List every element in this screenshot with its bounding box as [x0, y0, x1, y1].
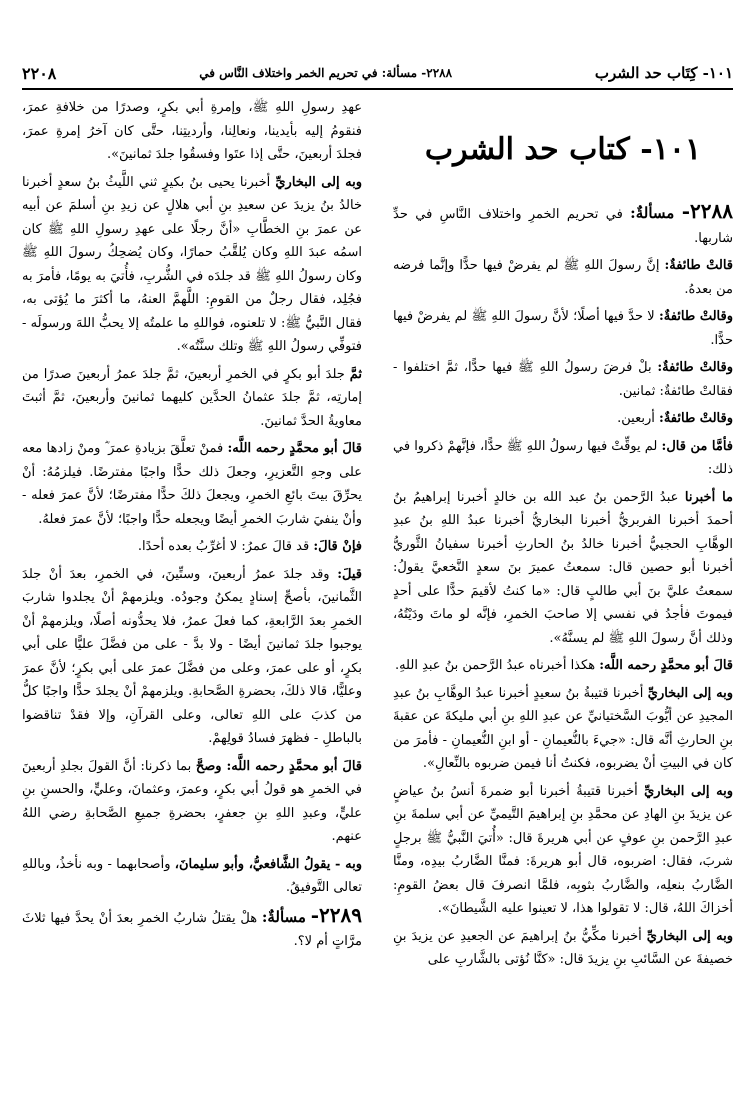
- masala-text: هلْ يقتلُ شاربُ الخمرِ بعدَ أنْ يحدَّ فيها ثلاثَ مرَّاتٍ أم لا؟.: [22, 910, 362, 949]
- body-text: أخبرنا يحيى بنُ بكيرٍ ثني اللَّيثُ بنُ سعدٍ أخبرنا خالدُ بنُ يزيدَ عن سعيدِ بنِ أبي هلالٍ عن زيدِ بنِ أسلمَ عن أبيه عن عمرَ بنِ الخطَّابِ «أنَّ رجلًا على عهدِ رسولِ اللهِ ﷺ كان اسمُه عبدَ اللهِ وكان يُلقَّبُ حمارًا، وكان يُضحِكُ رسولَ اللهِ ﷺ وكان رسولُ اللهِ ﷺ قد جلدَه في الشُّربِ، فأُتيَ به يومًا، فأمرَ به فجُلِد، فقال رجلٌ من القومِ: اللَّهمَّ العنهُ، ما أكثرَ ما يُؤتى به، فقال النَّبيُّ ﷺ: لا تلعنوه، فواللهِ ما علمتُه إلا يحبُّ اللهَ ورسولَه - فتوفِّي رسولُ اللهِ ﷺ وتلك سنَّتُه».: [22, 174, 362, 354]
- body-text: لم يوقِّتْ فيها رسولُ اللهِ ﷺ حدًّا، فإنَّهمْ ذكروا في ذلك:: [393, 438, 733, 477]
- lead-text: وبه إلى البخاريِّ: [275, 174, 362, 190]
- paragraph: [393, 780, 733, 921]
- paragraph: [393, 654, 733, 678]
- paragraph: [393, 407, 733, 431]
- paragraph: [393, 682, 733, 776]
- paragraph: [22, 437, 362, 531]
- chapter-title: ١٠١- كتاب حد الشرب: [424, 132, 702, 167]
- paragraph: [393, 486, 733, 651]
- body-text: عهدِ رسولِ اللهِ ﷺ، وإمرةِ أبي بكرٍ، وصدرًا من خلافةِ عمرَ، فنقومُ إليه بأيدينا، ونعالِنا، وأرديتِنا، حتَّى كان آخرُ إمرةِ عمرَ، فجلدَ أربعينَ، حتَّى إذا عتَوا وفسقُوا جلدَ ثمانينَ».: [22, 100, 362, 162]
- paragraph: [22, 96, 362, 167]
- masala-text: في تحريم الخمرِ واختلاف النَّاسِ في حدِّ شاربها.: [393, 207, 733, 246]
- paragraph: [22, 755, 362, 849]
- body-text: هكذا أخبرناه عبدُ الرَّحمن بنُ عبدِ اللهِ.: [394, 658, 596, 673]
- lead-text: وقالتْ طائفةٌ:: [658, 309, 733, 324]
- masala-number: ٢٢٨٨-: [681, 199, 733, 223]
- lead-text: ثمَّ: [349, 366, 362, 382]
- page-number: ٢٢٠٨: [22, 63, 57, 83]
- body-text: وقد جلدَ عمرُ أربعينَ، وستِّينَ، في الخمرِ، بعدَ أنْ جلدَ الثَّمانينَ، بأصحِّ إسنادٍ يمكنُ وجودُه. ويلزمهمْ أنْ يجلدوا شاربَ الخمرِ بعدَ الرَّابعةِ، كما فعلَ عمرُ، فلا يحدُّونه أصلًا، ويلزمهمْ أنْ يوجبوا جلدَ ثمانينَ أيضًا - ولا بدَّ - على من فضَّلَ عليًّا على أبي بكرٍ، أو على عمرَ، وعلى من فضَّلَ عمرَ على أبي بكرٍ؛ لأنَّ عمرَ وعليًّا، قالا ذلكَ، بحضرةِ الصَّحابةِ. ويلزمهمْ أنْ يجلدَ حدًّا واجبًا كلُّ من كذبَ على اللهِ تعالى، وعلى القرآنِ، وإلا فقدْ تناقضوا بالباطلِ - فظهرَ فسادُ قولِهمْ.: [22, 566, 362, 746]
- masala-label: مسألةٌ:: [261, 907, 306, 926]
- paragraph: [22, 535, 362, 559]
- body-text: قد قالَ عمرُ: لا أغرِّبُ بعده أحدًا.: [137, 539, 310, 554]
- paragraph: [22, 363, 362, 434]
- body-text: فمنْ تعلَّقَ بزيادةِ عمرَ ؓ ومنْ زادها معه على وجهِ التَّعزيرِ، وجعلَ ذلك حدًّا واجبًا مفترضًا. فيلزمُهُ: أنْ يحرِّقَ بيتَ بائعِ الخمرِ، ويجعلَ ذلكَ حدًّا مفترضًا؛ لأنَّ عمرَ فعله - وأنْ ينفيَ شاربَ الخمرِ أيضًا ويجعله حدًّا واجبًا؛ لأنَّ عمرَ فعلهُ.: [22, 441, 362, 527]
- masala-2289: [22, 904, 362, 954]
- paragraph: [393, 435, 733, 482]
- paragraph: [22, 171, 362, 359]
- lead-text: قالَ أبو محمَّدٍ رحمه اللَّه:: [599, 658, 733, 673]
- lead-text: قالتْ طائفةٌ:: [664, 258, 733, 273]
- body-text: عبدُ الرَّحمن بنُ عبد الله بن خالدٍ أخبرنا إبراهيمُ بنُ أحمدَ أخبرنا الفربريُّ أخبرنا البخاريُّ أخبرنا عبدُ اللهِ بنُ عبدِ الوهَّابِ الحجبيُّ أخبرنا خالدُ بنُ الحارثِ أخبرنا سفيانُ الثَّوريُّ أخبرنا أبو حصين قال: سمعتُ عميرَ بنَ سعدٍ النَّخعيَّ يقولُ: سمعتُ عليَّ بنَ أبي طالبٍ قال: «ما كنتُ لأقيمَ حدًّا على أحدٍ فيموتَ فأجدُ في نفسي إلا صاحبَ الخمرِ، فإنَّه لو ماتَ ودَيْتُهُ، وذلك أنَّ رسولَ اللهِ ﷺ لم يسنَّهُ».: [393, 489, 733, 646]
- lead-text: وبه إلى البخاريِّ: [644, 783, 733, 799]
- lead-text: قالَ أبو محمَّدٍ رحمه اللَّه:: [227, 441, 362, 456]
- running-section-title: ٢٢٨٨- مسألة: في تحريم الخمر واختلاف النَّاس في: [199, 66, 453, 80]
- body-text: أخبرنا قتيبةُ أخبرنا أبو ضمرةَ أنسُ بنُ عياضٍ عن يزيدَ بنِ الهادِ عن محمَّدِ بنِ إبراهيمَ التَّيميِّ عن أبي سلمةَ بنِ عبدِ الرَّحمن بنِ عوفٍ عن أبي هريرةَ قال: «أُتيَ النَّبيُّ ﷺ برجلٍ شربَ، فقال: اضربوه، قال أبو هريرةَ: فمنَّا الضَّاربُ بيدِه، ومنَّا الضَّاربُ بنعلِه، والضَّاربُ بثوبِه، فلمَّا انصرفَ قال بعضُ القومِ: أخزاكَ اللهُ، قال: لا تقولوا هذا، لا تعينوا عليه الشَّيطانَ».: [393, 783, 733, 916]
- body-text: بلْ فرضَ رسولُ اللهِ ﷺ فيها حدًّا، ثمَّ اختلفوا - فقالتْ طائفةٌ: ثمانين.: [393, 360, 733, 399]
- lead-text: وبه - يقولُ الشَّافعيُّ، وأبو سليمانَ،: [174, 856, 362, 872]
- lead-text: قيلَ:: [337, 566, 362, 582]
- masala-2288: [393, 200, 733, 250]
- body-text: بما ذكرنا: أنَّ القولَ بجلدِ أربعينَ في الخمرِ هو قولُ أبي بكرٍ، وعمرَ، وعثمانَ، وعليٍّ، والحسنِ بنِ عليٍّ، وعبدِ اللهِ بنِ جعفرٍ، بحضرةِ جميعِ الصَّحابةِ رضي اللهُ عنهم.: [22, 758, 362, 844]
- right-column: [393, 96, 733, 1098]
- left-column: [22, 96, 362, 1098]
- lead-text: وبه إلى البخاريِّ: [646, 928, 733, 944]
- body-text: أخبرنا مكِّيُّ بنُ إبراهيمَ عن الجعيدِ عن يزيدَ بنِ خصيفةَ عن السَّائبِ بنِ يزيدَ قال: «كنَّا نُؤتى بالشَّاربِ على: [393, 928, 733, 967]
- lead-text: وقالتْ طائفةٌ:: [657, 360, 733, 375]
- masala-number: ٢٢٨٩-: [310, 902, 362, 927]
- paragraph: [22, 563, 362, 751]
- body-text: جلدَ أبو بكرٍ في الخمرِ أربعينَ، ثمَّ جلدَ عمرُ أربعينَ صدرًا من إمارتِه، ثمَّ جلدَ عثمانُ الحدَّين كليهما ثمانينَ وأربعينَ، ثمَّ أثبتَ معاويةُ الحدَّ ثمانينَ.: [22, 366, 362, 429]
- lead-text: ما أخبرنا: [684, 489, 733, 505]
- paragraph: [393, 254, 733, 301]
- paragraph: [393, 305, 733, 352]
- paragraph: [393, 925, 733, 972]
- body-text: إنَّ رسولَ اللهِ ﷺ لم يفرضْ فيها حدًّا وإنَّما فرضه من بعدهُ.: [393, 258, 733, 297]
- paragraph: [393, 356, 733, 403]
- masala-label: مسألةٌ:: [630, 204, 675, 222]
- paragraph: [22, 853, 362, 900]
- body-text: لا حدَّ فيها أصلًا؛ لأنَّ رسولَ اللهِ ﷺ لم يفرضْ فيها حدًّا.: [393, 309, 733, 348]
- lead-text: فإنْ قالَ:: [313, 539, 362, 554]
- body-text: وأصحابهما - وبه نأخذُ، وباللهِ تعالى التَّوفيقُ.: [22, 856, 362, 895]
- lead-text: وبه إلى البخاريِّ: [647, 685, 733, 701]
- lead-text: وقالتْ طائفةٌ:: [659, 411, 733, 426]
- body-text: أخبرنا قتيبةُ بنُ سعيدٍ أخبرنا عبدُ الوهَّابِ بنُ عبدِ المجيدِ عن أيُّوبَ السَّختيانيِّ عن عبدِ اللهِ بنِ أبي مليكةَ عن عقبةَ بنِ الحارثِ أنَّه قال: «جيءَ بالنُّعيمانِ - أو ابنِ النُّعيمانِ - فأمرَ من كان في البيتِ أنْ يضربوه، فكنتُ أنا فيمن ضربوه بالنِّعالِ».: [393, 685, 733, 771]
- body-text: أربعين.: [617, 411, 655, 426]
- lead-text: فأمَّا من قال:: [661, 438, 733, 454]
- running-chapter-title: ١٠١- كِتَاب حد الشرب: [594, 64, 733, 82]
- page-header: [22, 58, 733, 90]
- lead-text: قالَ أبو محمَّدٍ رحمه اللَّه: وصحَّ: [195, 758, 362, 774]
